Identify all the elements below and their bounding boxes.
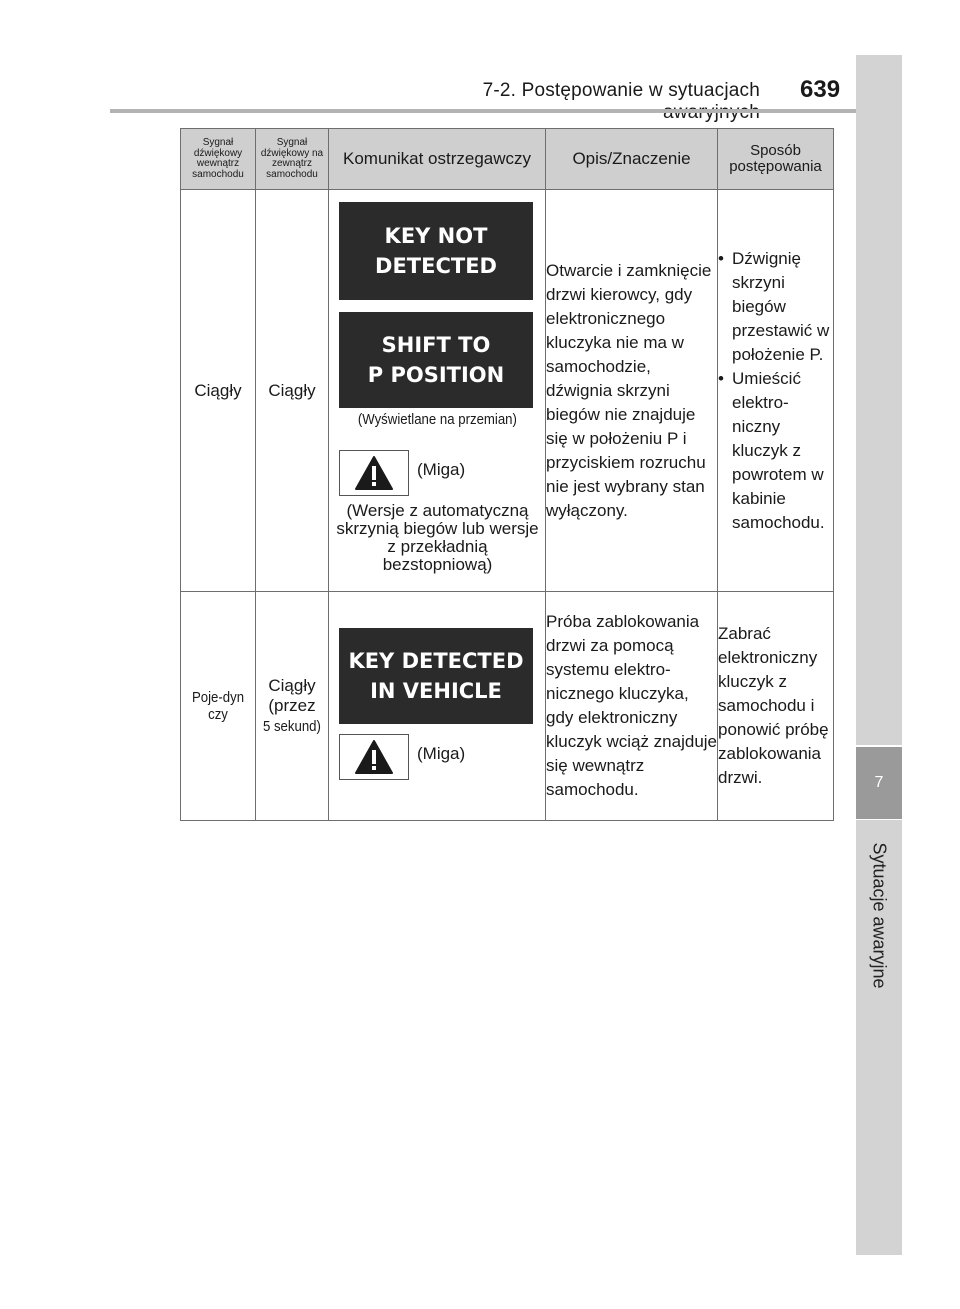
- cell-warning-message: [329, 592, 546, 821]
- cell-action: [718, 190, 834, 592]
- bullet-icon: •: [718, 368, 724, 388]
- warning-message-table: [180, 128, 834, 821]
- chapter-number-tab: 7: [856, 747, 902, 819]
- warning-indicator: [339, 450, 409, 496]
- page-number: 639: [800, 76, 841, 103]
- header-description: Opis/Znaczenie: [546, 129, 718, 190]
- cell-outside-buzzer: Ciągły: [256, 190, 329, 592]
- cell-description: Próba zablokowania drzwi za pomocą systemu elektro-nicznego kluczyka, gdy elektroniczny kluczyk wciąż znajduje się wewnątrz samochodu.: [546, 592, 718, 821]
- blink-note: (Miga): [417, 460, 466, 479]
- display-shift-to-p: [339, 312, 533, 408]
- display-text-line: DETECTED: [375, 254, 497, 278]
- header-divider: [110, 109, 902, 113]
- cell-warning-message: [329, 190, 546, 592]
- header-warning-message: Komunikat ostrzegawczy: [329, 129, 546, 190]
- cell-inside-buzzer: Ciągły: [181, 190, 256, 592]
- bullet-icon: •: [718, 248, 724, 268]
- display-text-line: P POSITION: [367, 363, 505, 387]
- display-key-not-detected: [339, 202, 533, 300]
- table-row: [181, 592, 834, 821]
- cell-action: Zabrać elektroniczny kluczyk z samochodu i ponowić próbę zablokowania drzwi.: [718, 592, 834, 821]
- warning-triangle-icon: [354, 455, 394, 491]
- list-item: • Umieścić elektro-niczny kluczyk z powrotem w kabinie samochodu.: [718, 367, 833, 535]
- header-action: Sposób postępowania: [718, 129, 834, 190]
- warning-triangle-icon: [354, 739, 394, 775]
- side-tab-bar: [856, 55, 902, 745]
- display-text-line: SHIFT TO: [381, 333, 491, 357]
- header-inside-buzzer: Sygnał dźwiękowy wewnątrz samochodu: [181, 129, 256, 190]
- alternating-note: (Wyświetlane na przemian): [357, 411, 518, 428]
- display-text-line: KEY NOT: [384, 224, 488, 248]
- display-text-line: IN VEHICLE: [370, 679, 502, 703]
- cell-inside-buzzer: Poje-dynczy: [181, 592, 256, 821]
- version-note: (Wersje z automatyczną skrzynią biegów lub wersje z przekładnią bezstopniową): [336, 501, 539, 574]
- chapter-label-container: [856, 830, 902, 1000]
- cell-description: Otwarcie i zamknięcie drzwi kierowcy, gdy elektronicznego kluczyka nie ma w samochodzie, dźwignia skrzyni biegów nie znajduje się w położeniu P i przyciskiem rozruchu nie jest wybrany stan wyłączony.: [546, 190, 718, 592]
- blink-note: (Miga): [417, 744, 466, 763]
- chapter-label: Sytuacje awaryjne: [869, 841, 890, 989]
- header-outside-buzzer: Sygnał dźwiękowy na zewnątrz samochodu: [256, 129, 329, 190]
- table-header-row: [181, 129, 834, 190]
- cell-outside-buzzer: Ciągły (przez 5 sekund): [256, 592, 329, 821]
- warning-indicator: [339, 734, 409, 780]
- section-title: 7-2. Postępowanie w sytuacjach: [482, 80, 760, 101]
- display-text-line: KEY DETECTED: [348, 649, 524, 673]
- display-key-detected: [339, 628, 533, 724]
- list-item: • Dźwignię skrzyni biegów przestawić w położenie P.: [718, 247, 833, 367]
- table-row: [181, 190, 834, 592]
